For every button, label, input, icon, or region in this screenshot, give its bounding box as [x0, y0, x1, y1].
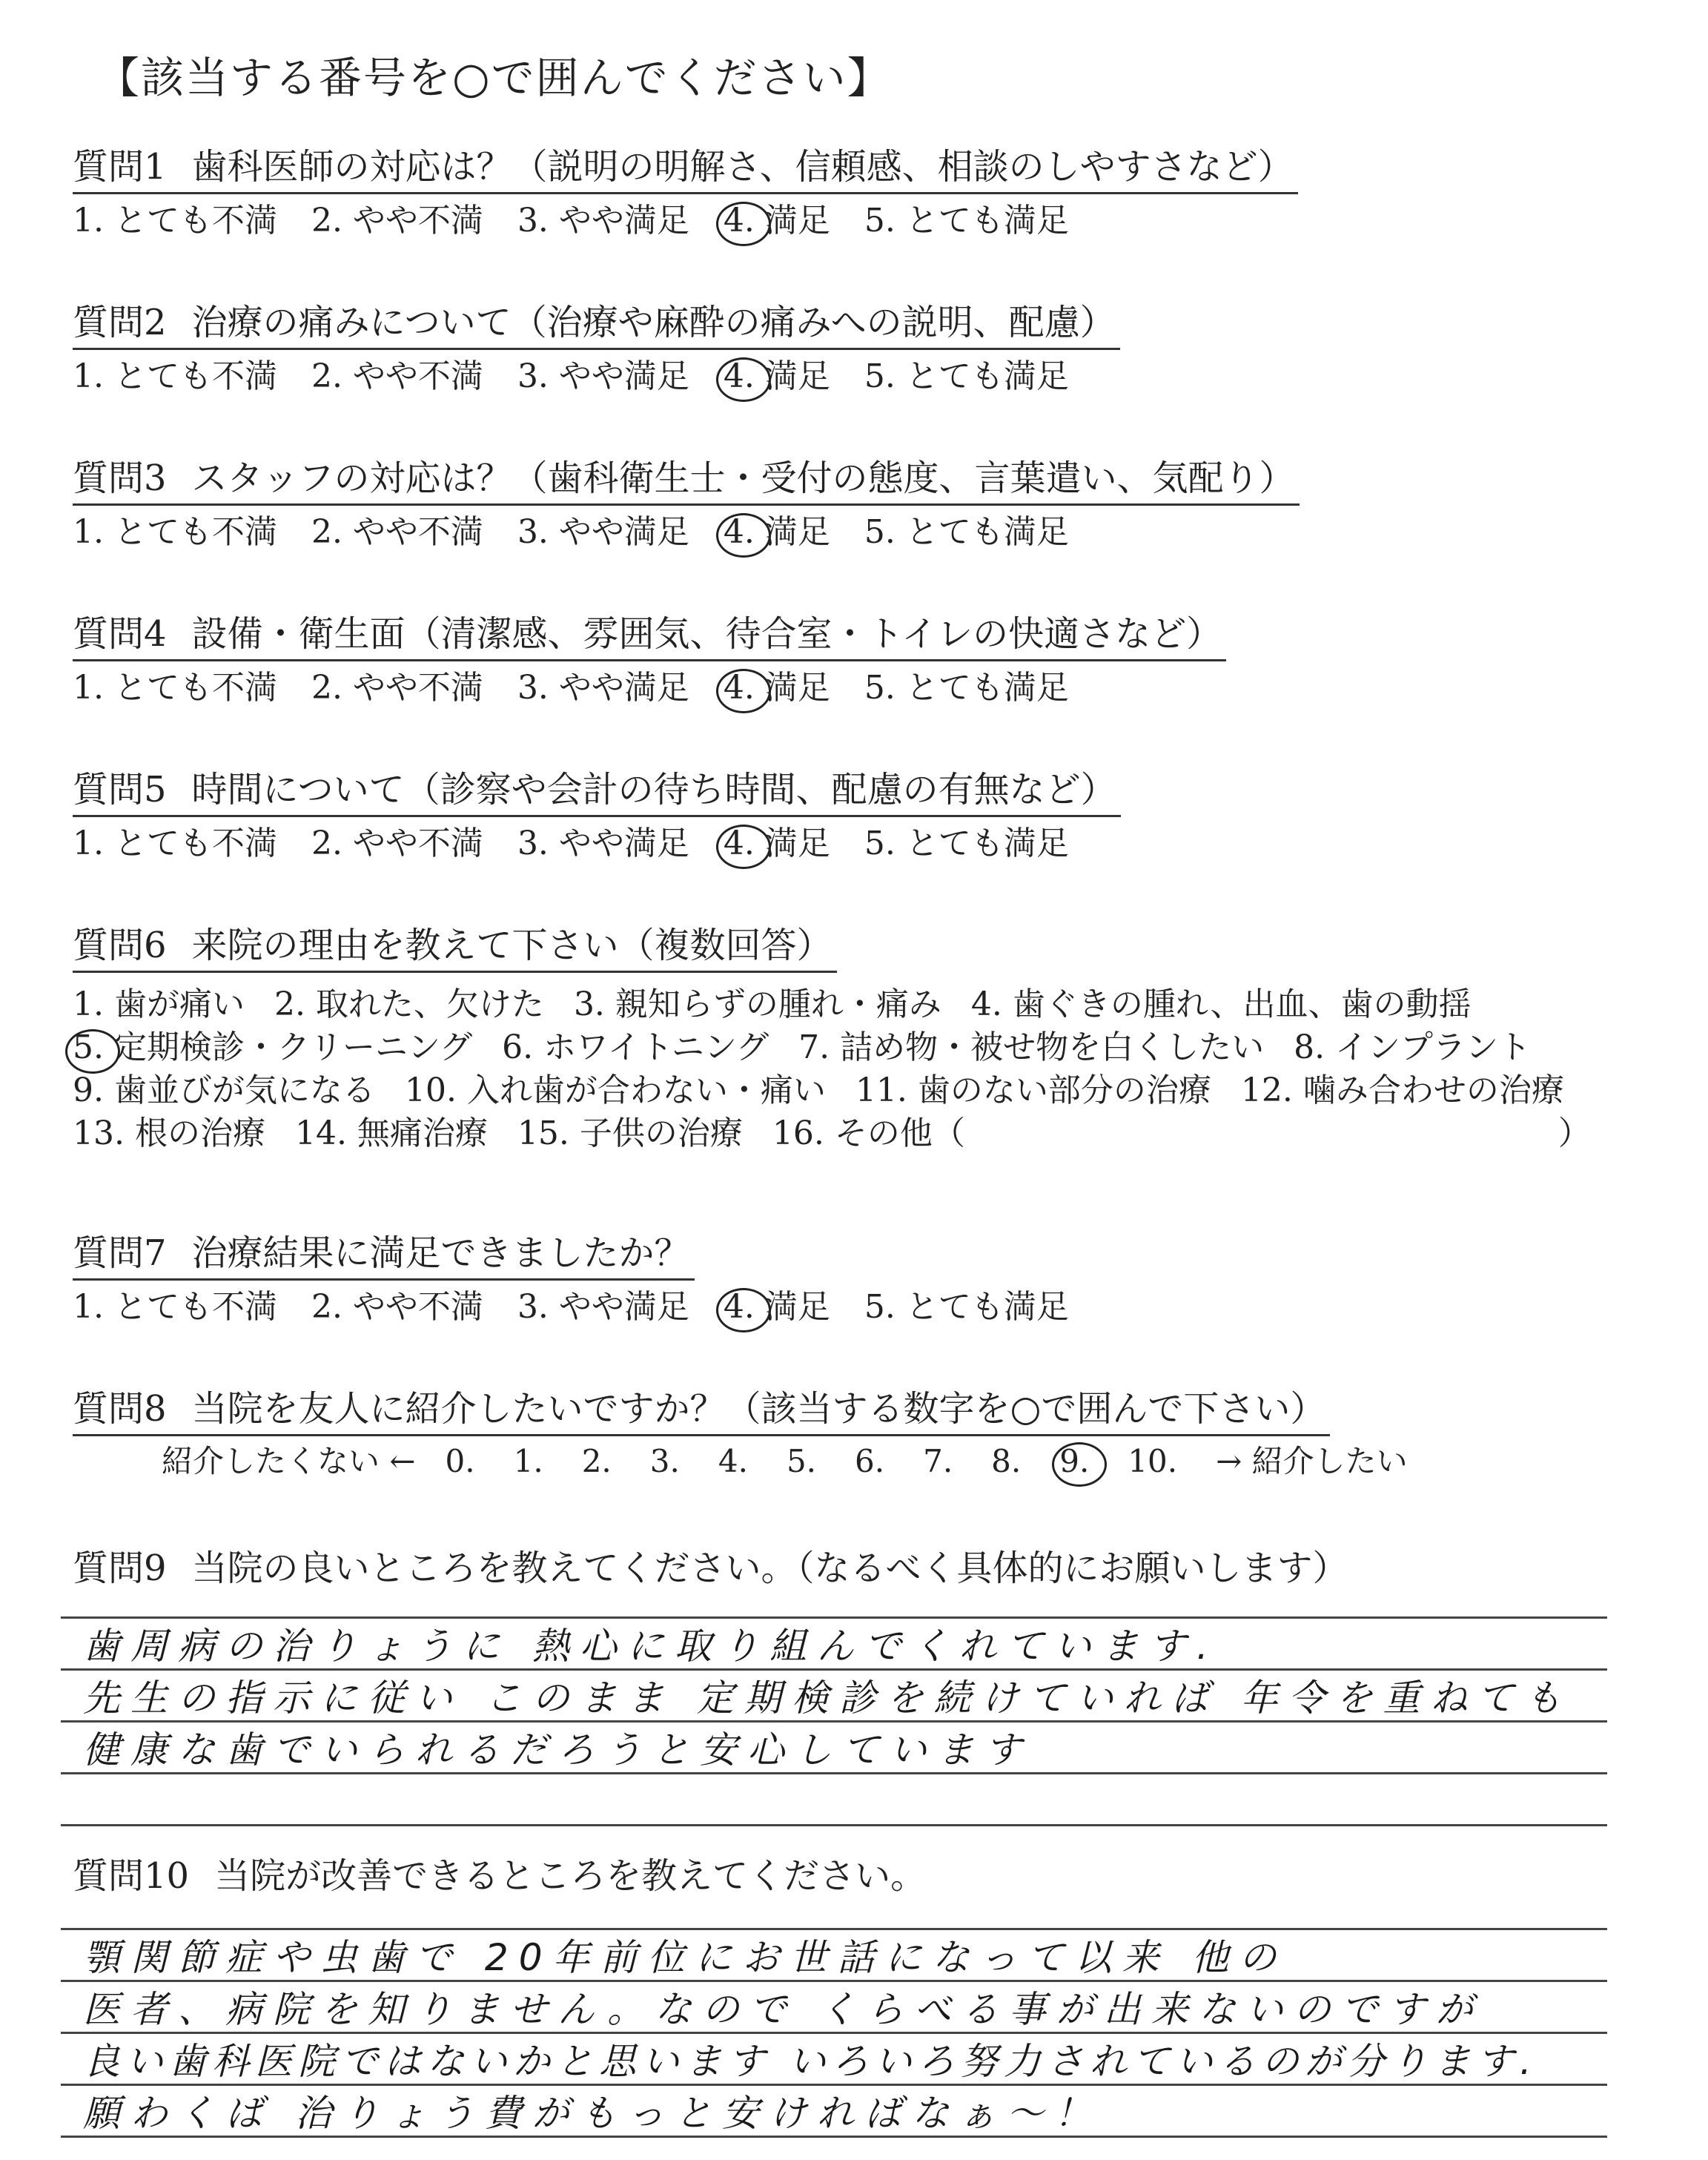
reason-row — [73, 1112, 1594, 1155]
option-5[interactable]: 5. とても満足 — [864, 357, 1069, 395]
rating-options — [73, 822, 1121, 866]
option-5[interactable]: 5. とても満足 — [864, 669, 1069, 707]
question-title: 質問9 当院の良いところを教えてください。（なるべく具体的にお願いします） — [73, 1548, 1348, 1589]
handwritten-answer-line: 歯周病の治りょうに 熱心に取り組んでくれています. — [83, 1625, 1219, 1668]
scale-4[interactable]: 4. — [718, 1443, 748, 1479]
option-2[interactable]: 2. やや不満 — [311, 513, 483, 551]
reason-8[interactable]: 8. インプラント — [1294, 1028, 1532, 1066]
reason-16[interactable]: 16. その他（ — [772, 1114, 965, 1152]
scale-9-circled[interactable]: 9. — [1059, 1439, 1089, 1484]
reason-2[interactable]: 2. 取れた、欠けた — [274, 985, 544, 1023]
scale-7[interactable]: 7. — [923, 1443, 953, 1479]
question-7 — [73, 1231, 1103, 1330]
option-5[interactable]: 5. とても満足 — [864, 1288, 1069, 1326]
handwritten-answer-line: 医者、病院を知りません。なので くらべる事が出来ないのですが — [83, 1988, 1483, 2031]
reason-7[interactable]: 7. 詰め物・被せ物を白くしたい — [798, 1028, 1265, 1066]
question-title: 質問5 時間について（診察や会計の待ち時間、配慮の有無など） — [73, 767, 1121, 817]
rating-options — [73, 666, 1226, 710]
handwritten-answer-line: 顎関節症や虫歯で 20年前位にお世話になって以来 他の — [83, 1936, 1287, 1979]
scale-right-label: → 紹介したい — [1216, 1443, 1408, 1479]
question-title: 質問10 当院が改善できるところを教えてください。 — [73, 1855, 927, 1897]
reason-3[interactable]: 3. 親知らずの腫れ・痛み — [573, 985, 941, 1023]
scale-10[interactable]: 10. — [1128, 1443, 1178, 1479]
question-title: 質問3 スタッフの対応は？（歯科衛生士・受付の態度、言葉遣い、気配り） — [73, 456, 1300, 506]
option-4-circled[interactable]: 4. 満足 — [724, 354, 830, 399]
question-1 — [73, 145, 1298, 243]
scale-3[interactable]: 3. — [649, 1443, 680, 1479]
question-3 — [73, 456, 1300, 555]
answer-rule — [61, 1824, 1607, 1826]
handwritten-answer-line: 良い歯科医院ではないかと思います いろいろ努力されているのが分ります. — [83, 2040, 1537, 2083]
option-3[interactable]: 3. やや満足 — [517, 669, 689, 707]
rating-options — [73, 510, 1300, 555]
reason-14[interactable]: 14. 無痛治療 — [294, 1114, 488, 1152]
option-1[interactable]: 1. とても不満 — [73, 513, 277, 551]
option-1[interactable]: 1. とても不満 — [73, 669, 277, 707]
scale-2[interactable]: 2. — [581, 1443, 612, 1479]
reason-11[interactable]: 11. 歯のない部分の治療 — [855, 1071, 1211, 1109]
reason-4[interactable]: 4. 歯ぐきの腫れ、出血、歯の動揺 — [970, 985, 1472, 1023]
recommend-scale — [162, 1439, 1446, 1484]
option-3[interactable]: 3. やや満足 — [517, 825, 689, 862]
question-title: 質問4 設備・衛生面（清潔感、雰囲気、待合室・トイレの快適さなど） — [73, 612, 1226, 661]
option-4-circled[interactable]: 4. 満足 — [724, 822, 830, 866]
reason-9[interactable]: 9. 歯並びが気になる — [73, 1071, 375, 1109]
option-3[interactable]: 3. やや満足 — [517, 1288, 689, 1326]
reason-6[interactable]: 6. ホワイトニング — [502, 1028, 769, 1066]
scale-8[interactable]: 8. — [991, 1443, 1022, 1479]
reason-10[interactable]: 10. 入れ歯が合わない・痛い — [404, 1071, 826, 1109]
question-title: 質問1 歯科医師の対応は？（説明の明解さ、信頼感、相談のしやすさなど） — [73, 145, 1298, 194]
page-heading: 【該当する番号を○で囲んでください】 — [96, 53, 892, 103]
option-3[interactable]: 3. やや満足 — [517, 513, 689, 551]
other-close-paren: ） — [1558, 1114, 1591, 1152]
scale-1[interactable]: 1. — [513, 1443, 543, 1479]
reason-1[interactable]: 1. 歯が痛い — [73, 985, 245, 1023]
option-2[interactable]: 2. やや不満 — [311, 202, 483, 240]
reason-row — [73, 1026, 1594, 1069]
option-3[interactable]: 3. やや満足 — [517, 202, 689, 240]
option-5[interactable]: 5. とても満足 — [864, 202, 1069, 240]
question-10 — [73, 1854, 926, 1898]
question-2 — [73, 300, 1120, 399]
option-4-circled[interactable]: 4. 満足 — [724, 510, 830, 555]
option-5[interactable]: 5. とても満足 — [864, 513, 1069, 551]
option-1[interactable]: 1. とても不満 — [73, 1288, 277, 1326]
question-title: 質問6 来院の理由を教えて下さい（複数回答） — [73, 923, 837, 973]
handwritten-answer-line: 健康な歯でいられるだろうと安心しています — [83, 1728, 1032, 1771]
rating-options — [73, 354, 1120, 399]
option-1[interactable]: 1. とても不満 — [73, 202, 277, 240]
question-title: 質問7 治療結果に満足できましたか？ — [73, 1231, 695, 1281]
option-2[interactable]: 2. やや不満 — [311, 357, 483, 395]
reason-15[interactable]: 15. 子供の治療 — [517, 1114, 743, 1152]
reason-12[interactable]: 12. 噛み合わせの治療 — [1240, 1071, 1564, 1109]
reason-row — [73, 1069, 1594, 1112]
option-2[interactable]: 2. やや不満 — [311, 669, 483, 707]
question-8 — [73, 1387, 1446, 1484]
option-2[interactable]: 2. やや不満 — [311, 1288, 483, 1326]
rating-options — [73, 1285, 1103, 1330]
option-3[interactable]: 3. やや満足 — [517, 357, 689, 395]
scale-5[interactable]: 5. — [786, 1443, 817, 1479]
question-4 — [73, 612, 1226, 710]
scale-0[interactable]: 0. — [445, 1443, 475, 1479]
scale-6[interactable]: 6. — [855, 1443, 885, 1479]
question-9 — [73, 1546, 1348, 1591]
rating-options — [73, 199, 1298, 243]
question-6 — [73, 923, 1594, 1155]
handwritten-answer-line: 願わくば 治りょう費がもっと安ければなぁ〜！ — [83, 2092, 1102, 2135]
scale-left-label: 紹介したくない ← — [162, 1443, 416, 1479]
question-title: 質問2 治療の痛みについて（治療や麻酔の痛みへの説明、配慮） — [73, 300, 1120, 350]
reason-13[interactable]: 13. 根の治療 — [73, 1114, 265, 1152]
option-4-circled[interactable]: 4. 満足 — [724, 199, 830, 243]
option-4-circled[interactable]: 4. 満足 — [724, 1285, 830, 1330]
reason-row — [73, 983, 1594, 1026]
question-5 — [73, 767, 1121, 866]
question-title: 質問8 当院を友人に紹介したいですか？（該当する数字を○で囲んで下さい） — [73, 1387, 1330, 1436]
option-4-circled[interactable]: 4. 満足 — [724, 666, 830, 710]
option-1[interactable]: 1. とても不満 — [73, 357, 277, 395]
reason-5-circled[interactable]: 5. 定期検診・クリーニング — [73, 1026, 472, 1069]
option-5[interactable]: 5. とても満足 — [864, 825, 1069, 862]
handwritten-answer-line: 先生の指示に従い このまま 定期検診を続けていれば 年令を重ねても — [83, 1677, 1572, 1720]
option-2[interactable]: 2. やや不満 — [311, 825, 483, 862]
option-1[interactable]: 1. とても不満 — [73, 825, 277, 862]
